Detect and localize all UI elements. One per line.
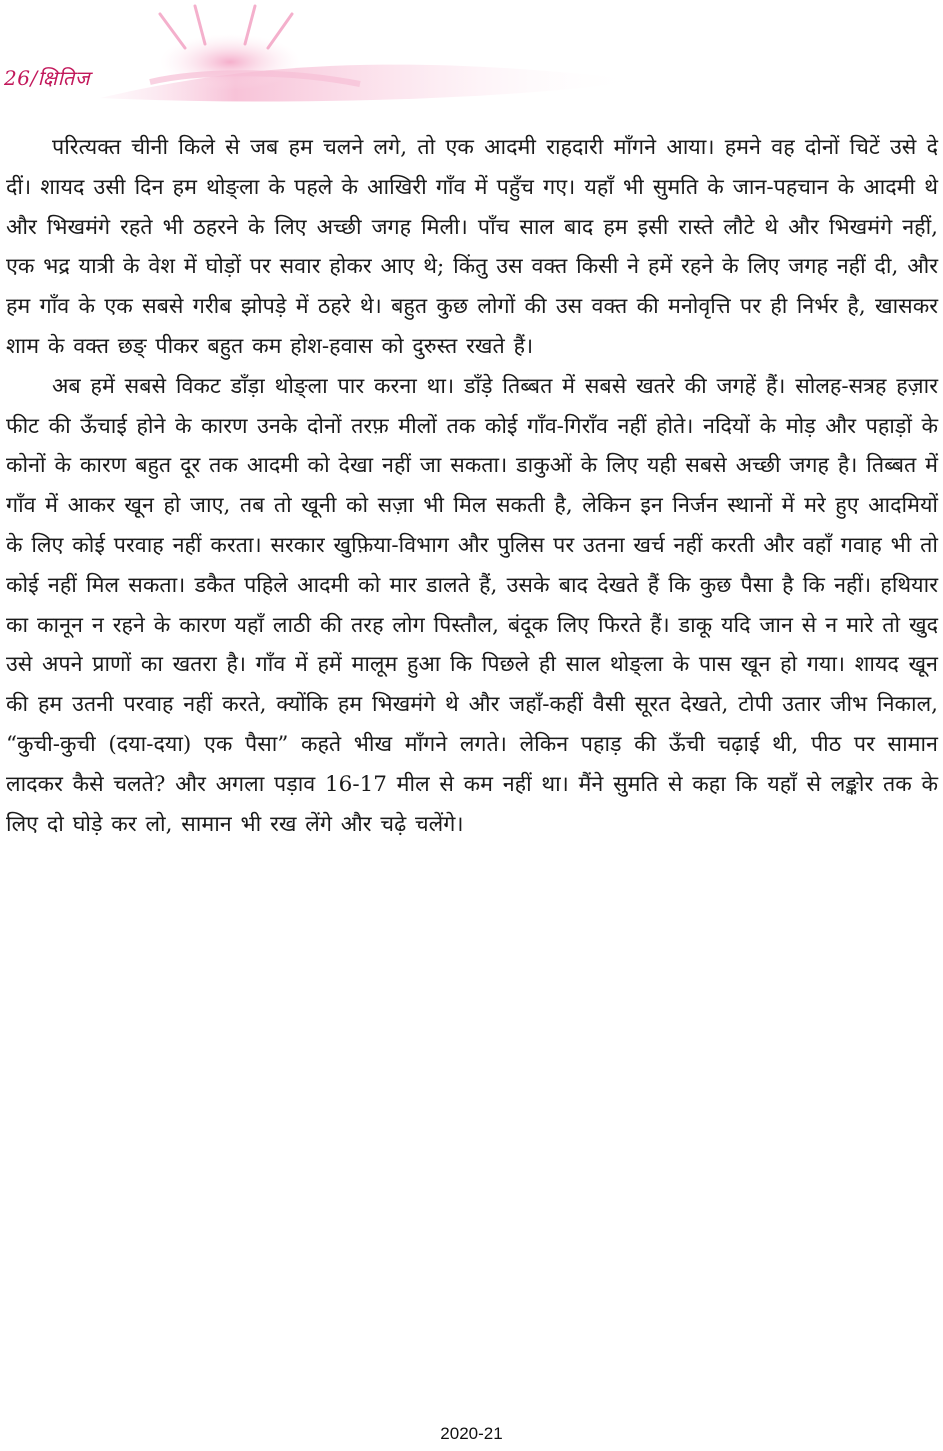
- paragraph: अब हमें सबसे विकट डाँड़ा थोङ्ला पार करना था। डाँड़े तिब्बत में सबसे खतरे की जगहें हैं। सोलह-सत्रह हज़ार फीट की ऊँचाई होने के कारण उनके दोनों तरफ़ मीलों तक कोई गाँव-गिराँव नहीं होते। नदियों के मोड़ और पहाड़ों के कोनों के कारण बहुत दूर तक आदमी को देखा नहीं जा सकता। डाकुओं के लिए यही सबसे अच्छी जगह है। तिब्बत में गाँव में आकर खून हो जाए, तब तो खूनी को सज़ा भी मिल सकती है, लेकिन इन निर्जन स्थानों में मरे हुए आदमियों के लिए कोई परवाह नहीं करता। सरकार खुफ़िया-विभाग और पुलिस पर उतना खर्च नहीं करती और वहाँ गवाह भी तो कोई नहीं मिल सकता। डकैत पहिले आदमी को मार डालते हैं, उसके बाद देखते हैं कि कुछ पैसा है कि नहीं। हथियार का कानून न रहने के कारण यहाँ लाठी की तरह लोग पिस्तौल, बंदूक लिए फिरते हैं। डाकू यदि जान से न मारे तो खुद उसे अपने प्राणों का खतरा है। गाँव में हमें मालूम हुआ कि पिछले ही साल थोङ्ला के पास खून हो गया। शायद खून की हम उतनी परवाह नहीं करते, क्योंकि हम भिखमंगे थे और जहाँ-कहीं वैसी सूरत देखते, टोपी उतार जीभ निकाल, “कुची-कुची (दया-दया) एक पैसा” कहते भीख माँगने लगते। लेकिन पहाड़ की ऊँची चढ़ाई थी, पीठ पर सामान लादकर कैसे चलते? और अगला पड़ाव 16-17 मील से कम नहीं था। मैंने सुमति से कहा कि यहाँ से लङ्कोर तक के लिए दो घोड़े कर लो, सामान भी रख लेंगे और चढ़े चलेंगे।: [6, 373, 938, 837]
- footer-year: 2020-21: [440, 1424, 503, 1443]
- paragraph: परित्यक्त चीनी किले से जब हम चलने लगे, तो एक आदमी राहदारी माँगने आया। हमने वह दोनों चिटें उसे दे दीं। शायद उसी दिन हम थोङ्ला के पहले के आखिरी गाँव में पहुँच गए। यहाँ भी सुमति के जान-पहचान के आदमी थे और भिखमंगे रहते भी ठहरने के लिए अच्छी जगह मिली। पाँच साल बाद हम इसी रास्ते लौटे थे और भिखमंगे नहीं, एक भद्र यात्री के वेश में घोड़ों पर सवार होकर आए थे; किंतु उस वक्त किसी ने हमें रहने के लिए जगह नहीं दी, और हम गाँव के एक सबसे गरीब झोपड़े में ठहरे थे। बहुत कुछ लोगों की उस वक्त की मनोवृत्ति पर ही निर्भर है, खासकर शाम के वक्त छङ् पीकर बहुत कम होश-हवास को दुरुस्त रखते हैं।: [6, 135, 938, 359]
- header-decoration: [0, 0, 943, 115]
- text-body: [6, 128, 938, 844]
- page-header: 26/क्षितिज: [4, 66, 91, 90]
